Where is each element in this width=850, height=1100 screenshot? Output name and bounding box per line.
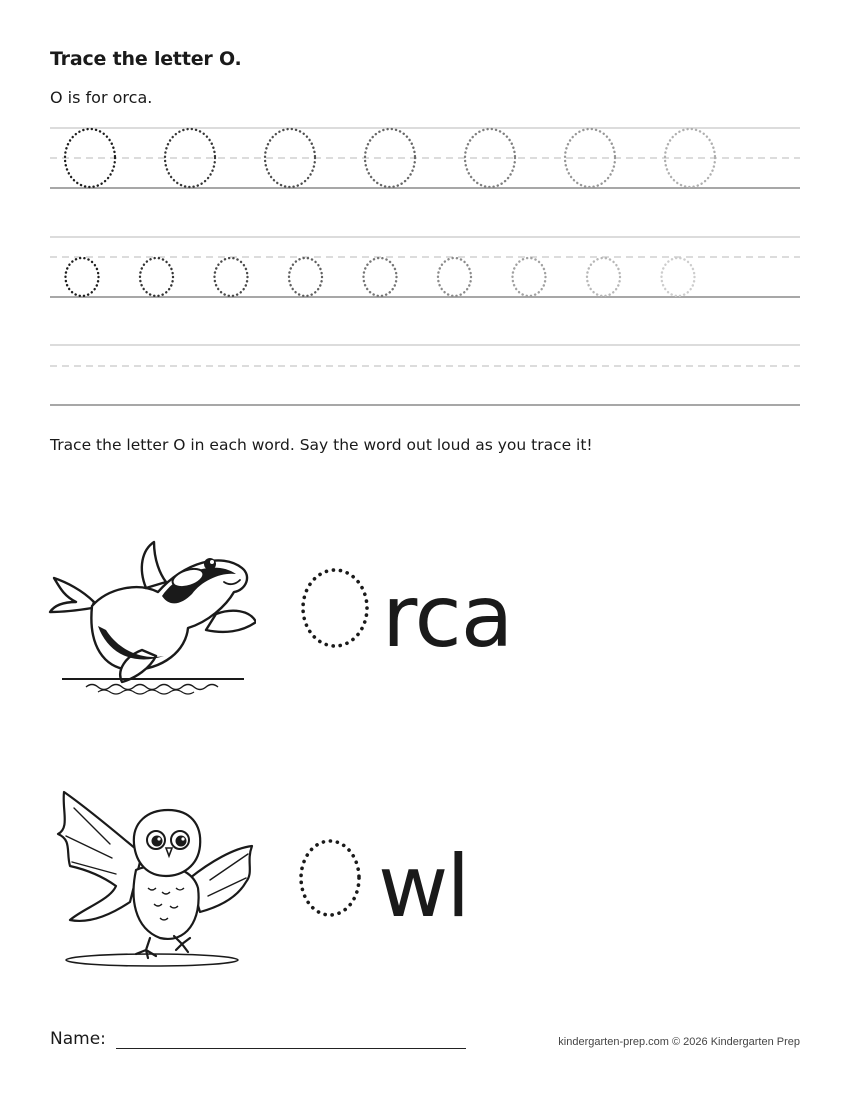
trace-o-guide[interactable] [662, 258, 695, 296]
trace-word-orca[interactable] [290, 560, 560, 660]
trace-o-guide[interactable] [140, 258, 173, 296]
word-rest-wl: wl [378, 837, 469, 930]
name-field[interactable] [50, 1028, 466, 1049]
tracing-row-small [66, 258, 695, 296]
trace-o-guide[interactable] [364, 258, 397, 296]
orca-icon [46, 530, 256, 695]
page-subtitle: O is for orca. [50, 88, 153, 107]
trace-o-guide[interactable] [215, 258, 248, 296]
page-title: Trace the letter O. [50, 48, 242, 70]
name-line[interactable] [116, 1028, 466, 1049]
trace-o-guide[interactable] [289, 258, 322, 296]
copyright-text: kindergarten-prep.com © 2026 Kindergarten Prep [558, 1036, 800, 1048]
word-rest-rca: rca [382, 567, 513, 660]
tracing-practice-area[interactable] [0, 0, 850, 420]
trace-o-guide[interactable] [513, 258, 546, 296]
trace-letter-o[interactable] [303, 570, 367, 646]
trace-o-guide[interactable] [438, 258, 471, 296]
owl-icon [50, 788, 260, 973]
trace-word-owl[interactable] [290, 830, 530, 930]
trace-o-guide[interactable] [66, 258, 99, 296]
name-label: Name: [50, 1029, 106, 1049]
trace-o-guide[interactable] [587, 258, 620, 296]
word-instructions: Trace the letter O in each word. Say the word out loud as you trace it! [50, 436, 593, 454]
trace-letter-o[interactable] [301, 841, 359, 915]
